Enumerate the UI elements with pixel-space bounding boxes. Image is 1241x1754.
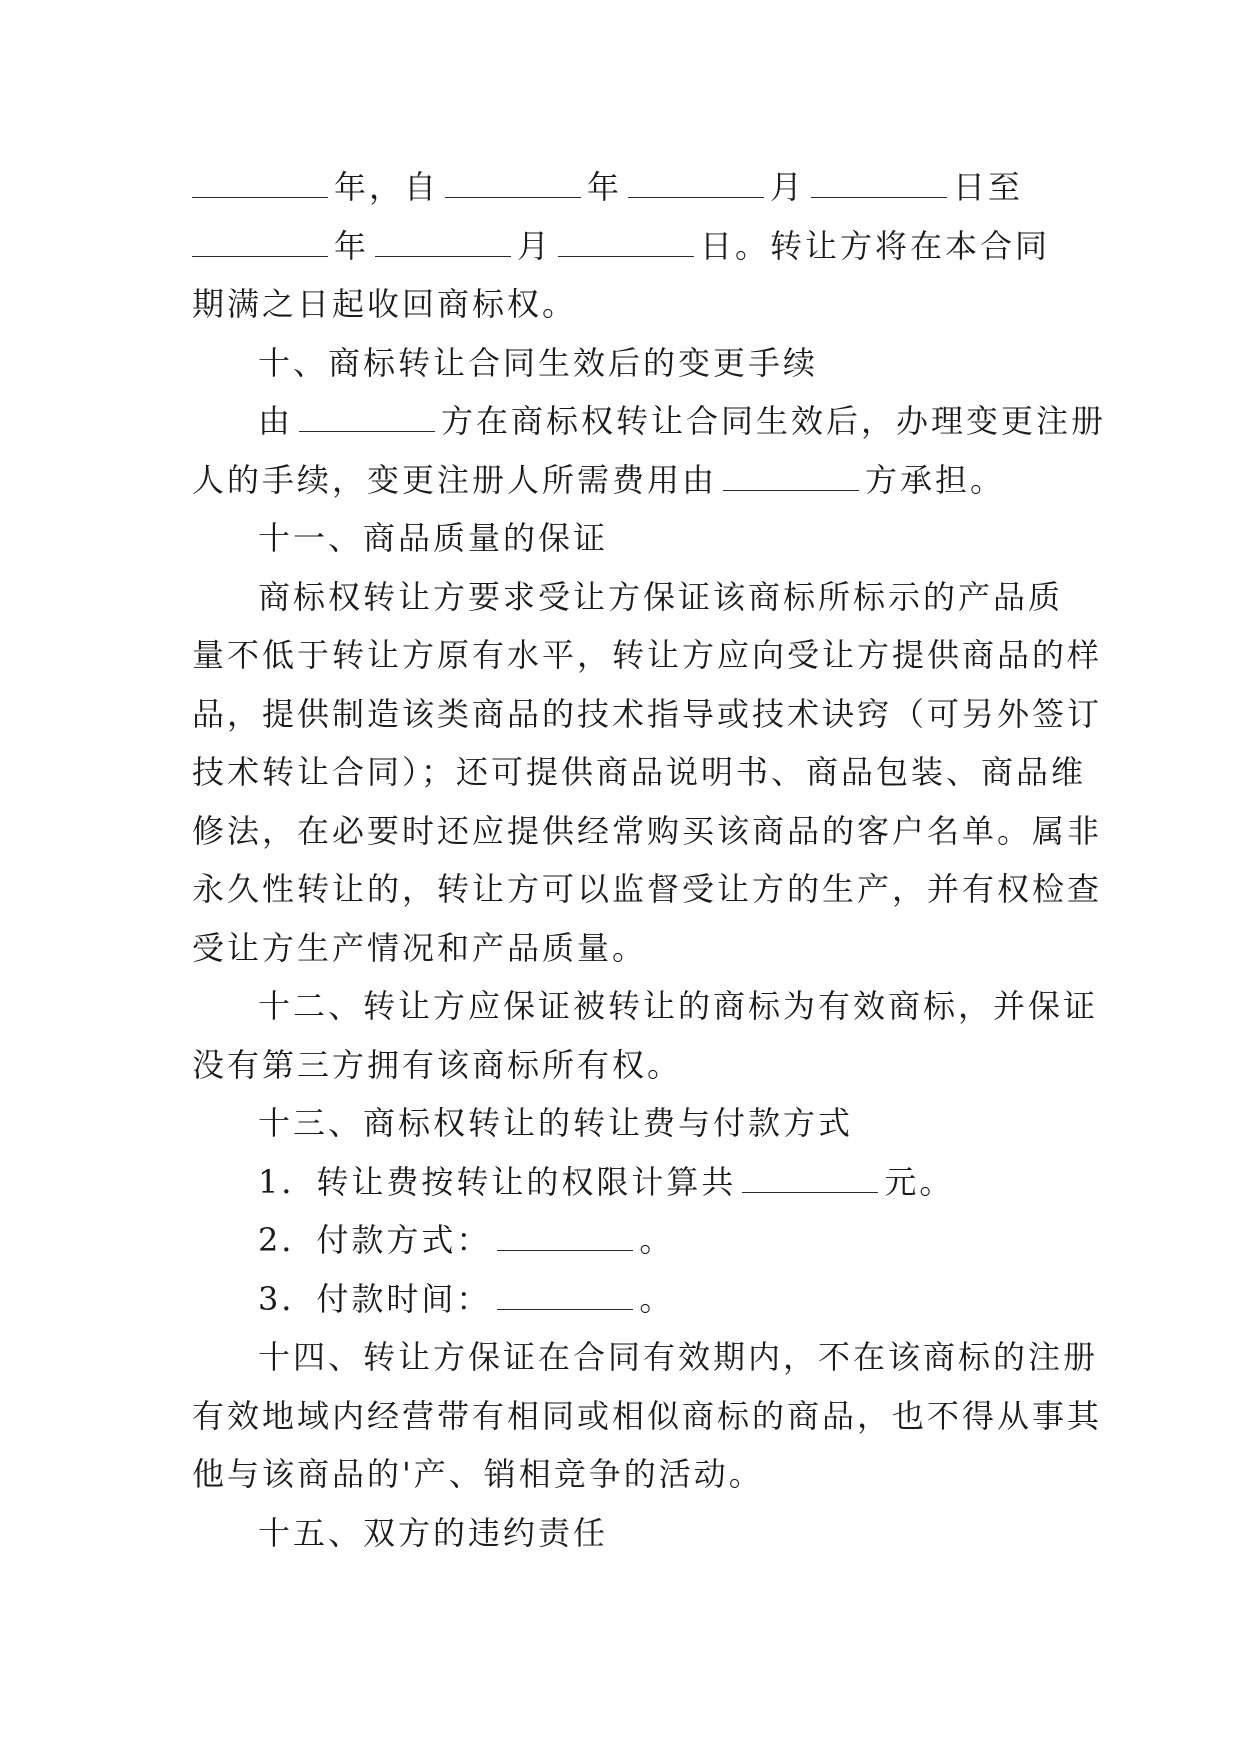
- text-segment: 月: [517, 226, 553, 265]
- text-line: [192, 392, 1107, 451]
- list-item: [192, 1153, 1062, 1212]
- text-segment: 3．付款时间：: [258, 1279, 492, 1318]
- text-line: [192, 158, 1062, 217]
- text-segment: 方在商标权转让合同生效后，办理变更注册: [441, 402, 1107, 440]
- fill-in-blank[interactable]: [192, 226, 328, 257]
- fill-in-blank[interactable]: [628, 167, 764, 198]
- section-heading: 十三、商标权转让的转让费与付款方式: [258, 1104, 854, 1142]
- text-segment: 方承担。: [865, 460, 1006, 499]
- text-segment: 2．付款方式：: [258, 1221, 492, 1259]
- text-segment: 。: [639, 1279, 675, 1318]
- fill-in-blank[interactable]: [192, 167, 328, 198]
- text-line: [192, 217, 1062, 276]
- section-heading: 十一、商品质量的保证: [258, 519, 609, 557]
- fill-in-blank[interactable]: [742, 1162, 878, 1193]
- text-segment: 年，自: [334, 168, 440, 206]
- text-line: 永久性转让的，转让方可以监督受让方的生产，并有权检查: [192, 870, 1103, 908]
- text-segment: 日。转让方将在本合同: [700, 226, 1051, 265]
- text-line: 有效地域内经营带有相同或相似商标的商品，也不得从事其: [192, 1396, 1103, 1435]
- text-segment: 由: [258, 402, 294, 440]
- section-heading: 十四、转让方保证在合同有效期内，不在该商标的注册: [258, 1338, 1099, 1376]
- fill-in-blank[interactable]: [299, 401, 435, 432]
- list-item: [192, 1270, 1062, 1329]
- fill-in-blank[interactable]: [497, 1220, 633, 1251]
- fill-in-blank[interactable]: [811, 167, 947, 198]
- text-segment: 人的手续，变更注册人所需费用由: [192, 460, 718, 499]
- text-line: 品，提供制造该类商品的技术指导或技术诀窍（可另外签订: [192, 694, 1103, 733]
- section-heading: 十二、转让方应保证被转让的商标为有效商标，并保证: [258, 987, 1099, 1025]
- text-segment: 。: [639, 1221, 675, 1259]
- text-line: 量不低于转让方原有水平，转让方应向受让方提供商品的样: [192, 636, 1103, 674]
- fill-in-blank[interactable]: [723, 460, 859, 491]
- text-segment: 月: [770, 168, 806, 206]
- document-body: [192, 158, 1107, 1562]
- text-segment: 日至: [953, 168, 1024, 206]
- text-segment: 1．转让费按转让的权限计算共: [258, 1162, 737, 1201]
- fill-in-blank[interactable]: [558, 226, 694, 257]
- text-line: 技术转让合同）；还可提供商品说明书、商品包装、商品维: [192, 753, 1087, 791]
- text-line: 期满之日起收回商标权。: [192, 285, 578, 323]
- fill-in-blank[interactable]: [375, 226, 511, 257]
- list-item: [192, 1211, 1062, 1270]
- section-heading: 十五、双方的违约责任: [258, 1513, 609, 1552]
- fill-in-blank[interactable]: [497, 1279, 633, 1310]
- text-line: 修法，在必要时还应提供经常购买该商品的客户名单。属非: [192, 811, 1103, 850]
- text-line: 商标权转让方要求受让方保证该商标所标示的产品质: [258, 577, 1064, 616]
- text-line: 没有第三方拥有该商标所有权。: [192, 1045, 683, 1084]
- text-segment: 年: [334, 226, 370, 265]
- text-line: 受让方生产情况和产品质量。: [192, 928, 648, 967]
- text-segment: 年: [587, 168, 623, 206]
- text-line: [192, 451, 1062, 510]
- section-heading: 十、商标转让合同生效后的变更手续: [258, 343, 819, 382]
- fill-in-blank[interactable]: [445, 167, 581, 198]
- text-line: 他与该商品的'产、销相竞争的活动。: [192, 1455, 764, 1493]
- text-segment: 元。: [884, 1162, 955, 1201]
